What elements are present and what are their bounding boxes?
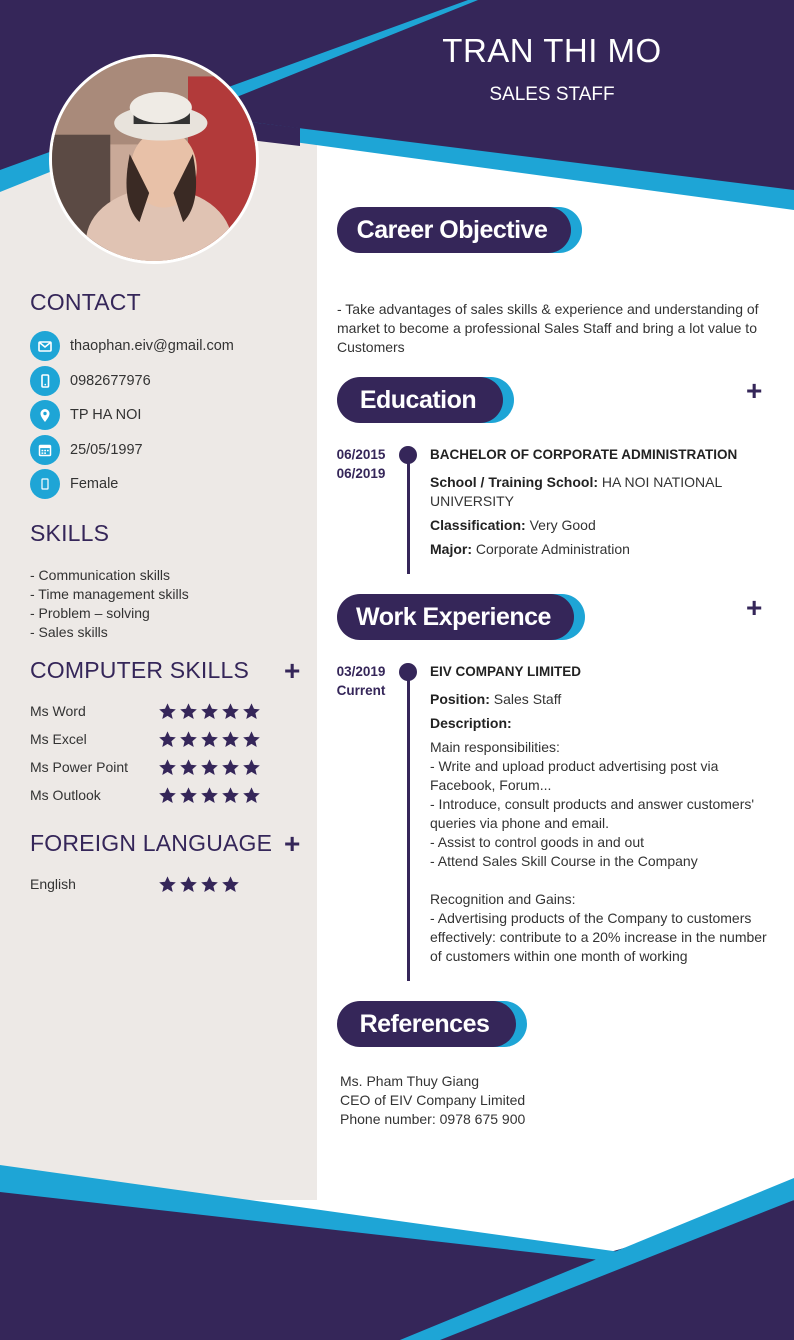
candidate-title: SALES STAFF	[489, 84, 615, 105]
classification-value: Very Good	[529, 517, 596, 533]
language-row	[30, 870, 270, 898]
gender-value: Female	[70, 476, 119, 493]
education-school	[430, 473, 730, 511]
school-label: School / Training School:	[430, 474, 599, 490]
contact-email	[30, 329, 234, 364]
work-description-label: Description:	[430, 715, 512, 731]
mail-icon	[30, 331, 60, 361]
reference-name: Ms. Pham Thuy Giang	[340, 1073, 480, 1089]
phone-value: 0982677976	[70, 372, 151, 389]
location-icon	[30, 400, 60, 430]
star-icon	[158, 758, 177, 777]
star-icon	[158, 702, 177, 721]
computer-skill-name: Ms Word	[30, 703, 86, 719]
star-icon	[158, 786, 177, 805]
education-major	[430, 540, 770, 559]
computer-skill-row	[30, 725, 270, 753]
star-icon	[221, 730, 240, 749]
reference-position: CEO of EIV Company Limited	[340, 1092, 526, 1108]
classification-label: Classification:	[430, 517, 526, 533]
position-value: Sales Staff	[493, 691, 562, 707]
timeline-line	[407, 675, 410, 981]
skill-item: - Problem – solving	[30, 605, 150, 621]
star-icon	[179, 786, 198, 805]
computer-skill-name: Ms Excel	[30, 731, 87, 747]
education-degree: BACHELOR OF CORPORATE ADMINISTRATION	[430, 447, 738, 462]
school-value: HA NOI NATIONAL UNIVERSITY	[430, 474, 722, 509]
references-title: References	[337, 1001, 516, 1047]
star-icon	[242, 786, 261, 805]
star-rating	[158, 786, 261, 805]
computer-skill-row	[30, 697, 270, 725]
star-icon	[158, 730, 177, 749]
candidate-name: TRAN THI MO	[442, 32, 662, 69]
skill-item: - Sales skills	[30, 624, 108, 640]
computer-skills-heading: COMPUTER SKILLS	[30, 657, 249, 683]
skills-list	[30, 566, 189, 642]
avatar	[49, 54, 259, 264]
computer-skills-list	[30, 697, 270, 809]
education-classification	[430, 516, 770, 535]
add-computer-skill-icon[interactable]: +	[284, 655, 301, 686]
star-icon	[179, 702, 198, 721]
work-date-from: 03/2019	[336, 664, 386, 679]
star-rating	[158, 875, 240, 894]
star-rating	[158, 758, 261, 777]
star-icon	[200, 730, 219, 749]
calendar-icon	[30, 435, 60, 465]
contact-list	[30, 329, 234, 502]
education-date-to: 06/2019	[336, 466, 386, 481]
star-icon	[221, 875, 240, 894]
computer-skill-name: Ms Power Point	[30, 759, 129, 775]
timeline-line	[407, 458, 410, 574]
work-position	[430, 690, 770, 709]
star-icon	[221, 758, 240, 777]
star-icon	[179, 875, 198, 894]
skills-heading: SKILLS	[30, 520, 110, 546]
star-icon	[200, 786, 219, 805]
add-work-icon[interactable]: +	[746, 592, 763, 623]
email-value[interactable]: thaophan.eiv@gmail.com	[70, 338, 234, 355]
star-icon	[242, 702, 261, 721]
computer-skill-name: Ms Outlook	[30, 787, 101, 803]
add-language-icon[interactable]: +	[284, 828, 301, 859]
skill-item: - Communication skills	[30, 567, 171, 583]
star-icon	[242, 758, 261, 777]
add-education-icon[interactable]: +	[746, 375, 763, 406]
star-icon	[200, 758, 219, 777]
star-icon	[158, 875, 177, 894]
computer-skill-row	[30, 753, 270, 781]
computer-skill-row	[30, 781, 270, 809]
phone-icon	[30, 366, 60, 396]
star-icon	[200, 875, 219, 894]
contact-gender	[30, 467, 234, 502]
work-description: Main responsibilities: - Write and upload product advertising post via Facebook, Forum... - Introduce, consult products and answer customers' queries via phone and email. - Assist to control goods in and out - Attend Sales Skill Course in the Company Recognition and Gains: - Advertising products of the Company to customers effectively: contribute to a 20% increase in the number of customers within one month of working	[430, 739, 767, 964]
gender-icon	[30, 469, 60, 499]
star-icon	[221, 702, 240, 721]
major-label: Major:	[430, 541, 472, 557]
language-list	[30, 870, 270, 898]
language-name: English	[30, 876, 76, 892]
birthday-value: 25/05/1997	[70, 441, 143, 458]
work-experience-title: Work Experience	[337, 594, 574, 640]
star-icon	[221, 786, 240, 805]
work-company: EIV COMPANY LIMITED	[430, 664, 582, 679]
contact-heading: CONTACT	[30, 289, 141, 315]
career-objective-text: - Take advantages of sales skills & experience and understanding of market to become a professional Sales Staff and bring a lot value to Customers	[337, 301, 759, 355]
contact-address	[30, 398, 234, 433]
major-value: Corporate Administration	[475, 541, 630, 557]
contact-phone	[30, 364, 234, 399]
address-value: TP HA NOI	[70, 407, 142, 424]
education-date-from: 06/2015	[336, 447, 386, 462]
work-date-to: Current	[336, 683, 386, 698]
references-list	[340, 1072, 740, 1129]
star-icon	[179, 730, 198, 749]
contact-birthday	[30, 433, 234, 468]
education-title: Education	[337, 377, 503, 423]
star-rating	[158, 702, 261, 721]
language-heading: FOREIGN LANGUAGE	[30, 830, 273, 856]
position-label: Position:	[430, 691, 490, 707]
star-rating	[158, 730, 261, 749]
skill-item: - Time management skills	[30, 586, 189, 602]
star-icon	[200, 702, 219, 721]
reference-phone: Phone number: 0978 675 900	[340, 1111, 526, 1127]
career-objective-title: Career Objective	[337, 207, 571, 253]
star-icon	[242, 730, 261, 749]
star-icon	[179, 758, 198, 777]
